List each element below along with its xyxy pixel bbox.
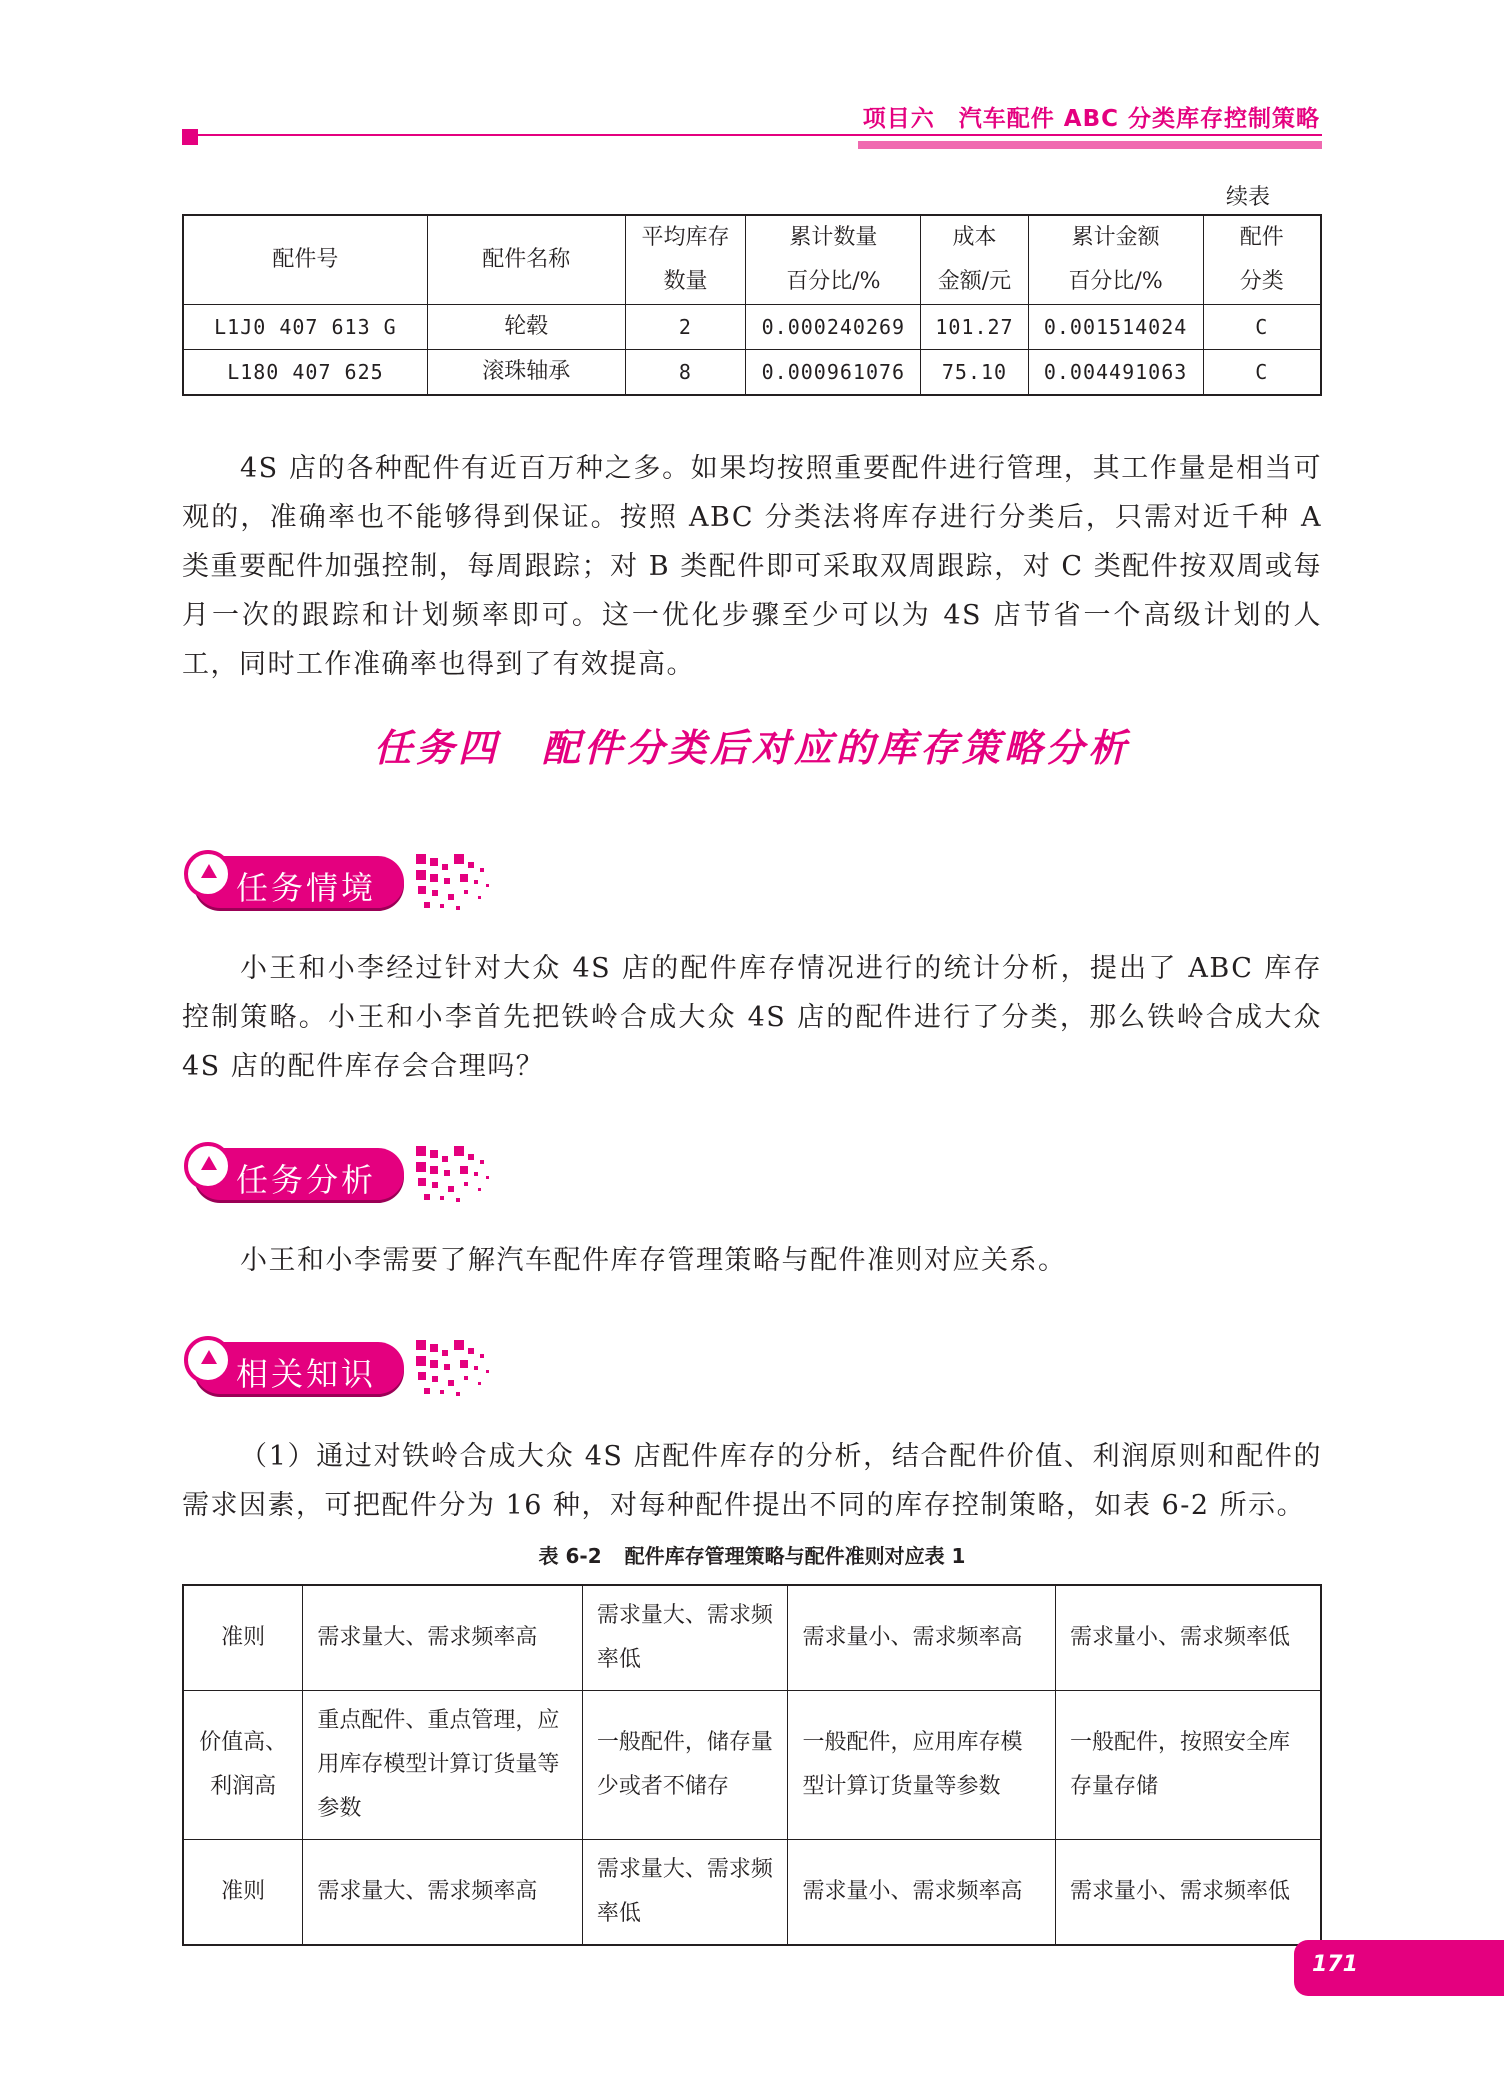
table-header-row bbox=[183, 215, 1321, 305]
page-number: 171 bbox=[1312, 1952, 1358, 1977]
task-title: 任务四 配件分类后对应的库存策略分析 bbox=[373, 726, 1130, 770]
header-cumulative-quantity-pct: 累计数量 百分比/% bbox=[746, 215, 921, 305]
table-row bbox=[183, 1585, 1321, 1691]
table-row bbox=[183, 1840, 1321, 1946]
section-badge-knowledge bbox=[184, 1336, 504, 1400]
cell: 需求量小、需求频率高 bbox=[788, 1585, 1055, 1691]
cell-part-name: 滚珠轴承 bbox=[427, 350, 625, 396]
cell-cost-amount: 101.27 bbox=[921, 305, 1028, 350]
cell-criteria: 准则 bbox=[183, 1585, 303, 1691]
cell-criteria: 准则 bbox=[183, 1840, 303, 1946]
triangle-icon bbox=[184, 1142, 232, 1190]
cell: 需求量小、需求频率低 bbox=[1055, 1585, 1321, 1691]
cell-average-stock: 2 bbox=[625, 305, 746, 350]
header-part-class: 配件 分类 bbox=[1203, 215, 1321, 305]
header-cost-amount: 成本 金额/元 bbox=[921, 215, 1028, 305]
cell-criteria: 价值高、利润高 bbox=[183, 1691, 303, 1840]
cell-cumulative-quantity-pct: 0.000961076 bbox=[746, 350, 921, 396]
cell-cost-amount: 75.10 bbox=[921, 350, 1028, 396]
intro-text: 4S 店的各种配件有近百万种之多。如果均按照重要配件进行管理，其工作量是相当可观的，准确率也不能够得到保证。按照 ABC 分类法将库存进行分类后，只需对近千种 A 类重要配件加强控制，每周跟踪；对 B 类配件即可采取双周跟踪，对 C 类配件按双周或每月一次的跟踪和计划频率即可。这一优化步骤至少可以为 4S 店节省一个高级计划的人工，同时工作准确率也得到了有效提高。 bbox=[182, 453, 1322, 680]
table-continued-label: 续表 bbox=[1225, 185, 1270, 210]
knowledge-text: （1）通过对铁岭合成大众 4S 店配件库存的分析，结合配件价值、利润原则和配件的需求因素，可把配件分为 16 种，对每种配件提出不同的库存控制策略，如表 6-2 所示。 bbox=[182, 1441, 1322, 1521]
caption-number: 表 6-2 bbox=[538, 1544, 602, 1568]
running-head: 项目六 汽车配件 ABC 分类库存控制策略 bbox=[862, 106, 1320, 132]
table-caption bbox=[0, 1540, 1504, 1569]
parts-classification-table bbox=[182, 214, 1322, 396]
cell: 一般配件，按照安全库存量存储 bbox=[1055, 1691, 1321, 1840]
dots-decoration-icon bbox=[416, 854, 496, 914]
header-part-number: 配件号 bbox=[183, 215, 427, 305]
cell-average-stock: 8 bbox=[625, 350, 746, 396]
situation-text: 小王和小李经过针对大众 4S 店的配件库存情况进行的统计分析，提出了 ABC 库存控制策略。小王和小李首先把铁岭合成大众 4S 店的配件进行了分类，那么铁岭合成大众 4S 店的配件库存会合理吗？ bbox=[182, 953, 1322, 1082]
cell: 一般配件，应用库存模型计算订货量等参数 bbox=[788, 1691, 1055, 1840]
cell: 一般配件，储存量少或者不储存 bbox=[582, 1691, 788, 1840]
intro-paragraph bbox=[182, 444, 1322, 689]
triangle-icon bbox=[184, 1336, 232, 1384]
dots-decoration-icon bbox=[416, 1146, 496, 1206]
strategy-criteria-table bbox=[182, 1584, 1322, 1946]
table-row bbox=[183, 1691, 1321, 1840]
table-row bbox=[183, 350, 1321, 396]
cell-part-number: L1J0 407 613 G bbox=[183, 305, 427, 350]
section-label: 任务分析 bbox=[236, 1161, 377, 1199]
cell-cumulative-amount-pct: 0.004491063 bbox=[1028, 350, 1203, 396]
cell: 需求量小、需求频率低 bbox=[1055, 1840, 1321, 1946]
cell-part-name: 轮毂 bbox=[427, 305, 625, 350]
knowledge-paragraph bbox=[182, 1432, 1322, 1530]
section-badge-analysis bbox=[184, 1142, 504, 1206]
header-cumulative-amount-pct: 累计金额 百分比/% bbox=[1028, 215, 1203, 305]
header-part-name: 配件名称 bbox=[427, 215, 625, 305]
page-number-tab bbox=[1294, 1940, 1504, 1996]
cell: 需求量大、需求频率高 bbox=[303, 1585, 582, 1691]
dots-decoration-icon bbox=[416, 1340, 496, 1400]
section-label: 相关知识 bbox=[236, 1355, 377, 1393]
header-marker bbox=[182, 129, 198, 145]
cell: 需求量小、需求频率高 bbox=[788, 1840, 1055, 1946]
cell-part-class: C bbox=[1203, 305, 1321, 350]
header-rule bbox=[182, 134, 1322, 136]
analysis-text: 小王和小李需要了解汽车配件库存管理策略与配件准则对应关系。 bbox=[240, 1245, 1067, 1276]
section-badge-situation bbox=[184, 850, 504, 914]
cell-part-class: C bbox=[1203, 350, 1321, 396]
table-row bbox=[183, 305, 1321, 350]
cell: 重点配件、重点管理，应用库存模型计算订货量等参数 bbox=[303, 1691, 582, 1840]
cell: 需求量大、需求频率高 bbox=[303, 1840, 582, 1946]
cell-cumulative-amount-pct: 0.001514024 bbox=[1028, 305, 1203, 350]
triangle-icon bbox=[184, 850, 232, 898]
situation-paragraph bbox=[182, 944, 1322, 1091]
cell-cumulative-quantity-pct: 0.000240269 bbox=[746, 305, 921, 350]
cell: 需求量大、需求频率低 bbox=[582, 1840, 788, 1946]
caption-title: 配件库存管理策略与配件准则对应表 1 bbox=[624, 1544, 966, 1568]
cell-part-number: L180 407 625 bbox=[183, 350, 427, 396]
header-average-stock: 平均库存 数量 bbox=[625, 215, 746, 305]
analysis-paragraph bbox=[182, 1236, 1322, 1285]
header-accent-bar bbox=[858, 141, 1322, 149]
cell: 需求量大、需求频率低 bbox=[582, 1585, 788, 1691]
section-label: 任务情境 bbox=[236, 869, 377, 907]
